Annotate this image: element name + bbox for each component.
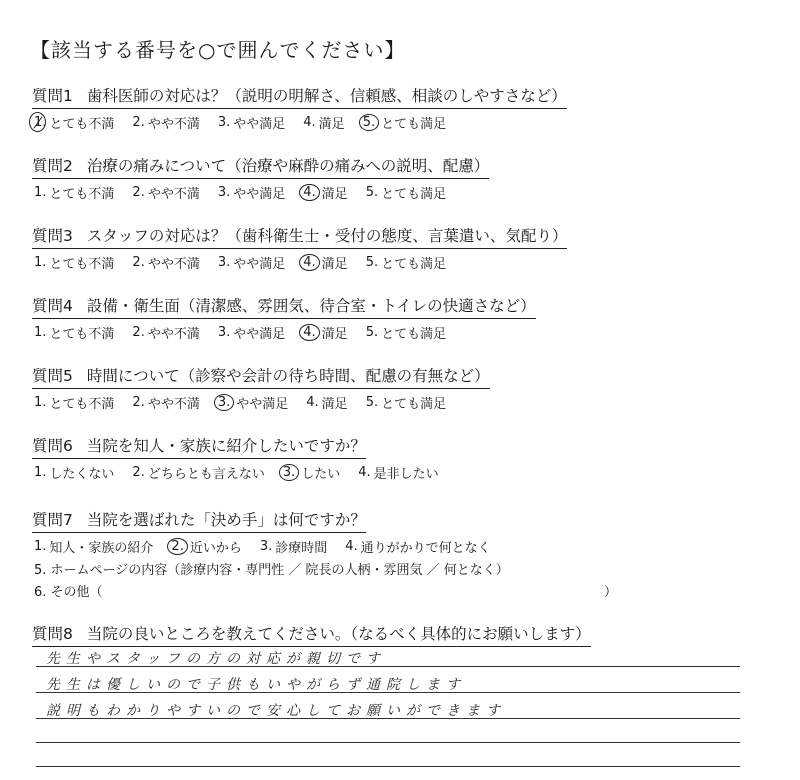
question-heading xyxy=(32,508,366,533)
option-number: 1. xyxy=(34,255,47,270)
question-number: 質問1 xyxy=(32,87,73,105)
question-6 xyxy=(32,434,772,482)
answer-option[interactable] xyxy=(132,393,199,412)
question-text: 治療の痛みについて（治療や麻酔の痛みへの説明、配慮） xyxy=(86,157,490,175)
option-label: やや満足 xyxy=(233,257,286,272)
question-number: 質問2 xyxy=(32,157,73,175)
option-number: 2. xyxy=(132,115,145,130)
option-number: 2. xyxy=(167,538,187,555)
option-other[interactable] xyxy=(34,581,772,600)
option-label: 診療時間 xyxy=(275,541,328,556)
option-number: 4. xyxy=(299,184,319,201)
answer-option[interactable] xyxy=(260,537,327,556)
answer-option[interactable] xyxy=(358,463,438,482)
question-1 xyxy=(32,84,772,132)
question-heading xyxy=(32,84,567,109)
answer-option[interactable] xyxy=(345,537,490,556)
option-number: 2. xyxy=(132,325,145,340)
option-label: やや不満 xyxy=(147,397,200,412)
option-number: 1. xyxy=(34,465,47,480)
question-7 xyxy=(32,508,772,600)
question-heading xyxy=(32,364,490,389)
option-number: 4. xyxy=(299,254,319,271)
question-heading xyxy=(32,224,567,249)
option-number: 1. xyxy=(34,395,47,410)
answer-option[interactable] xyxy=(366,393,446,412)
option-label: 満足 xyxy=(321,187,348,202)
option-label: やや満足 xyxy=(233,187,286,202)
option-number: 1. xyxy=(34,185,47,200)
option-label: とても不満 xyxy=(49,257,115,272)
option-label: とても不満 xyxy=(49,117,115,132)
option-label: やや満足 xyxy=(233,117,286,132)
survey-title: 【該当する番号を○で囲んでください】 xyxy=(30,38,406,62)
answer-option[interactable] xyxy=(132,113,199,132)
options-line xyxy=(34,393,772,412)
options-line xyxy=(34,463,772,482)
options-line xyxy=(34,253,772,272)
option-label: とても満足 xyxy=(381,117,447,132)
answer-option[interactable] xyxy=(218,323,285,342)
question-heading xyxy=(32,294,536,319)
question-number: 質問6 xyxy=(32,437,73,455)
option-label: やや満足 xyxy=(233,327,286,342)
option-label: やや不満 xyxy=(147,327,200,342)
option-label: とても不満 xyxy=(49,397,115,412)
option-number: 3. xyxy=(259,539,273,554)
question-number: 質問5 xyxy=(32,367,73,385)
question-heading xyxy=(32,154,489,179)
answer-option-selected[interactable] xyxy=(303,253,347,272)
question-text: 当院を知人・家族に紹介したいですか？ xyxy=(86,437,366,455)
answer-option-selected[interactable] xyxy=(363,113,446,132)
question-number: 質問3 xyxy=(32,227,73,245)
option-number: 5. xyxy=(359,114,379,131)
option-label: とても不満 xyxy=(49,327,115,342)
question-3 xyxy=(32,224,772,272)
answer-option[interactable] xyxy=(132,183,199,202)
option-number: 3. xyxy=(217,255,231,270)
option-other-close-paren: ） xyxy=(604,585,618,600)
option-label: とても満足 xyxy=(381,187,447,202)
option-label: 通りがかりで何となく xyxy=(360,541,491,556)
option-number: 2. xyxy=(132,465,145,480)
option-number: 1. xyxy=(34,539,47,554)
option-label: どちらとも言えない xyxy=(147,467,265,482)
answer-option[interactable] xyxy=(132,323,199,342)
question-2 xyxy=(32,154,772,202)
option-label: やや不満 xyxy=(147,257,200,272)
answer-option[interactable] xyxy=(218,183,285,202)
answer-option-selected[interactable] xyxy=(303,323,347,342)
option-label: 近いから xyxy=(189,541,242,556)
option-label: したい xyxy=(301,467,341,482)
question-heading xyxy=(32,434,366,459)
answer-option[interactable] xyxy=(34,323,114,342)
answer-option[interactable] xyxy=(366,183,446,202)
option-label: 満足 xyxy=(321,327,348,342)
option-number: 2. xyxy=(132,185,145,200)
question-5 xyxy=(32,364,772,412)
option-number: 2. xyxy=(132,395,145,410)
option-label: 満足 xyxy=(321,397,348,412)
handwritten-answer: 説明もわかりやすいので安心してお願いができます xyxy=(46,703,506,719)
option-number: 4. xyxy=(358,465,371,480)
option-number: 4. xyxy=(345,539,358,554)
option-number: 3. xyxy=(217,185,231,200)
question-text: スタッフの対応は？（歯科衛生士・受付の態度、言葉遣い、気配り） xyxy=(86,227,568,245)
options-line xyxy=(34,323,772,342)
option-label: とても満足 xyxy=(381,327,447,342)
question-number: 質問8 xyxy=(32,625,73,643)
option-homepage[interactable]: 5. ホームページの内容（診療内容・専門性 ／ 院長の人柄・雰囲気 ／ 何となく） xyxy=(34,563,509,578)
answer-ruled-line xyxy=(36,742,740,743)
answer-option-selected[interactable] xyxy=(303,183,347,202)
answer-option[interactable] xyxy=(34,183,114,202)
option-label: とても満足 xyxy=(381,397,447,412)
answer-option[interactable] xyxy=(132,253,199,272)
answer-option[interactable] xyxy=(34,253,114,272)
answer-option[interactable] xyxy=(132,463,264,482)
option-number: 4. xyxy=(306,395,319,410)
answer-option-selected[interactable] xyxy=(283,463,340,482)
handwritten-answer: 先生やスタッフの方の対応が親切です xyxy=(46,651,386,667)
option-label: 是非したい xyxy=(373,467,439,482)
option-number: 2. xyxy=(132,255,145,270)
answer-option-selected[interactable] xyxy=(171,537,241,556)
answer-option[interactable] xyxy=(34,393,114,412)
options-line xyxy=(34,183,772,202)
question-4 xyxy=(32,294,772,342)
answer-option[interactable] xyxy=(366,323,446,342)
option-number: 3. xyxy=(217,115,231,130)
option-label: 満足 xyxy=(321,257,348,272)
question-text: 設備・衛生面（清潔感、雰囲気、待合室・トイレの快適さなど） xyxy=(86,297,536,315)
option-label: 知人・家族の紹介 xyxy=(49,541,154,556)
option-number: 1. xyxy=(34,115,47,130)
answer-option[interactable] xyxy=(218,113,285,132)
option-number: 3. xyxy=(217,325,231,340)
answer-option[interactable] xyxy=(34,537,153,556)
question-8 xyxy=(32,622,772,647)
answer-option-selected[interactable] xyxy=(218,393,288,412)
option-label: やや不満 xyxy=(147,117,200,132)
options-line xyxy=(34,113,772,132)
option-number: 1. xyxy=(34,325,47,340)
option-label: したくない xyxy=(49,467,115,482)
option-label: とても不満 xyxy=(49,187,115,202)
question-text: 当院の良いところを教えてください。（なるべく具体的にお願いします） xyxy=(86,625,591,643)
answer-option[interactable] xyxy=(306,393,347,412)
answer-option[interactable] xyxy=(366,253,446,272)
option-other-label: 6. その他（ xyxy=(34,585,103,600)
question-text: 歯科医師の対応は？（説明の明解さ、信頼感、相談のしやすさなど） xyxy=(86,87,567,105)
option-number: 4. xyxy=(303,115,316,130)
option-number: 4. xyxy=(299,324,319,341)
question-number: 質問4 xyxy=(32,297,73,315)
question-heading xyxy=(32,622,591,647)
answer-option[interactable] xyxy=(34,463,114,482)
answer-option[interactable] xyxy=(303,113,344,132)
question-text: 当院を選ばれた「決め手」は何ですか？ xyxy=(86,511,366,529)
answer-ruled-line xyxy=(36,766,740,767)
option-label: 満足 xyxy=(318,117,345,132)
answer-option[interactable] xyxy=(34,113,114,132)
options-line xyxy=(34,537,772,556)
option-number: 3. xyxy=(214,394,234,411)
handwritten-answer: 先生は優しいので子供もいやがらず通院します xyxy=(46,677,466,693)
option-number: 5. xyxy=(365,255,379,270)
option-label: やや不満 xyxy=(147,187,200,202)
question-text: 時間について（診察や会計の待ち時間、配慮の有無など） xyxy=(86,367,490,385)
option-label: やや満足 xyxy=(236,397,289,412)
option-number: 3. xyxy=(279,464,299,481)
question-number: 質問7 xyxy=(32,511,73,529)
option-label: とても満足 xyxy=(381,257,447,272)
option-number: 5. xyxy=(365,395,379,410)
answer-option[interactable] xyxy=(218,253,285,272)
option-number: 5. xyxy=(365,325,379,340)
option-number: 5. xyxy=(365,185,379,200)
